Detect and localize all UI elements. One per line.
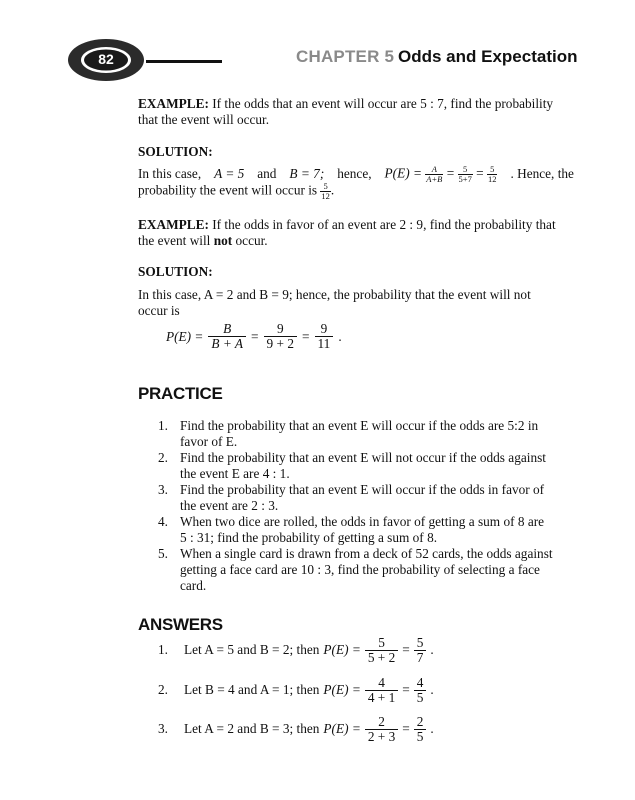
page-header [0,0,635,100]
answer-text: Let A = 2 and B = 3; then [184,721,320,736]
page-number: 82 [98,51,114,67]
math-lhs: P(E) = [323,682,361,697]
emphasis-not: not [213,233,233,248]
answer-item: 1. Let A = 5 and B = 2; then P(E) = $\frac{5}{5 + 2}$ = $\frac{5}{7}$ . [158,634,434,665]
answer-item: 3. Let A = 2 and B = 3; then P(E) = $\frac{2}{2 + 3}$ = $\frac{2}{5}$ . [158,713,434,744]
answer-text: Let A = 5 and B = 2; then [184,642,320,657]
chapter-label: CHAPTER 5 [296,47,395,66]
solution-label: SOLUTION: [138,264,213,279]
solution-1: In this case, A = 5 and B = 7; hence, P(E) = $\frac{A}{A+B}$ = $\frac{5}{5+7}$ = $\frac{5}{12}$ . Hence, the probability the event will occur is $\frac{5}{12}$ . [138,163,574,201]
practice-list [158,418,574,594]
fraction: $\frac{B}{B + A}$ [208,322,246,351]
fraction: $\frac{5}{12}$ [487,163,497,184]
solution-text: In this case, A = 2 and B = 9; hence, the probability that the event will not [138,287,531,302]
math-lhs: P(E) = [323,642,361,657]
example-text: occur. [235,233,268,248]
answer-text: Let B = 4 and A = 1; then [184,682,320,697]
example-text: If the odds in favor of an event are 2 : 9, find the probability that [212,217,556,232]
fraction: $\frac{5}{5 + 2}$ [365,636,398,665]
fraction: $\frac{5}{7}$ [414,636,427,665]
fraction: $\frac{4}{5}$ [414,676,427,705]
solution-text: hence, [337,166,372,181]
list-item: 3. Find the probability that an event E will occur if the odds in favor of the event are 2 : 3. [158,482,545,513]
example-label: EXAMPLE: [138,96,209,111]
fraction: $\frac{4}{4 + 1}$ [365,676,398,705]
answers-heading: ANSWERS [138,615,223,634]
solution-label: SOLUTION: [138,144,213,159]
solution-text: probability the event will occur is [138,182,318,198]
math-var: A = 5 [214,166,245,181]
list-item: 4. When two dice are rolled, the odds in favor of getting a sum of 8 are 5 : 31; find the probability of getting a sum of 8. [158,514,545,545]
math-lhs: P(E) = [166,328,204,344]
solution-text: In this case, [138,166,202,181]
math-lhs: P(E) = [384,165,422,181]
fraction: $\frac{2}{2 + 3}$ [365,715,398,744]
solution-text: and [257,166,277,181]
fraction: $\frac{5}{12}$ [321,181,330,201]
example-1 [138,96,574,128]
fraction: $\frac{A}{A+B}$ [426,163,443,184]
practice-heading: PRACTICE [138,384,223,403]
list-item: 5. When a single card is drawn from a deck of 52 cards, the odds against getting a face card are 10 : 3, find the probability of selecting a face card. [158,546,553,593]
fraction: $\frac{9}{11}$ [315,322,334,351]
example-label: EXAMPLE: [138,217,209,232]
chapter-title: Odds and Expectation [398,47,578,66]
example-2 [138,217,574,249]
fraction: $\frac{9}{9 + 2}$ [264,322,297,351]
example-text: that the event will occur. [138,112,270,127]
list-item: 1. Find the probability that an event E will occur if the odds are 5:2 in favor of E. [158,418,539,449]
answer-item: 2. Let B = 4 and A = 1; then P(E) = $\frac{4}{4 + 1}$ = $\frac{4}{5}$ . [158,674,434,705]
math-var: B = 7; [289,166,325,181]
fraction: $\frac{5}{5+7}$ [458,163,472,184]
solution-text: occur is [138,303,180,318]
example-text: the event will [138,233,211,248]
inline-equation: P(E) = $\frac{A}{A+B}$ = $\frac{5}{5+7}$ = $\frac{5}{12}$ [384,163,497,184]
solution-text: . Hence, the [510,166,574,181]
display-equation: P(E) = $\frac{B}{B + A}$ = $\frac{9}{9 + 2}$ = $\frac{9}{11}$ . [166,321,342,351]
math-lhs: P(E) = [323,721,361,736]
solution-2 [138,287,574,319]
list-item: 2. Find the probability that an event E will not occur if the odds against the event E are 4 : 1. [158,450,546,481]
example-text: If the odds that an event will occur are 5 : 7, find the probability [212,96,554,111]
fraction: $\frac{2}{5}$ [414,715,427,744]
header-rule [146,60,222,63]
